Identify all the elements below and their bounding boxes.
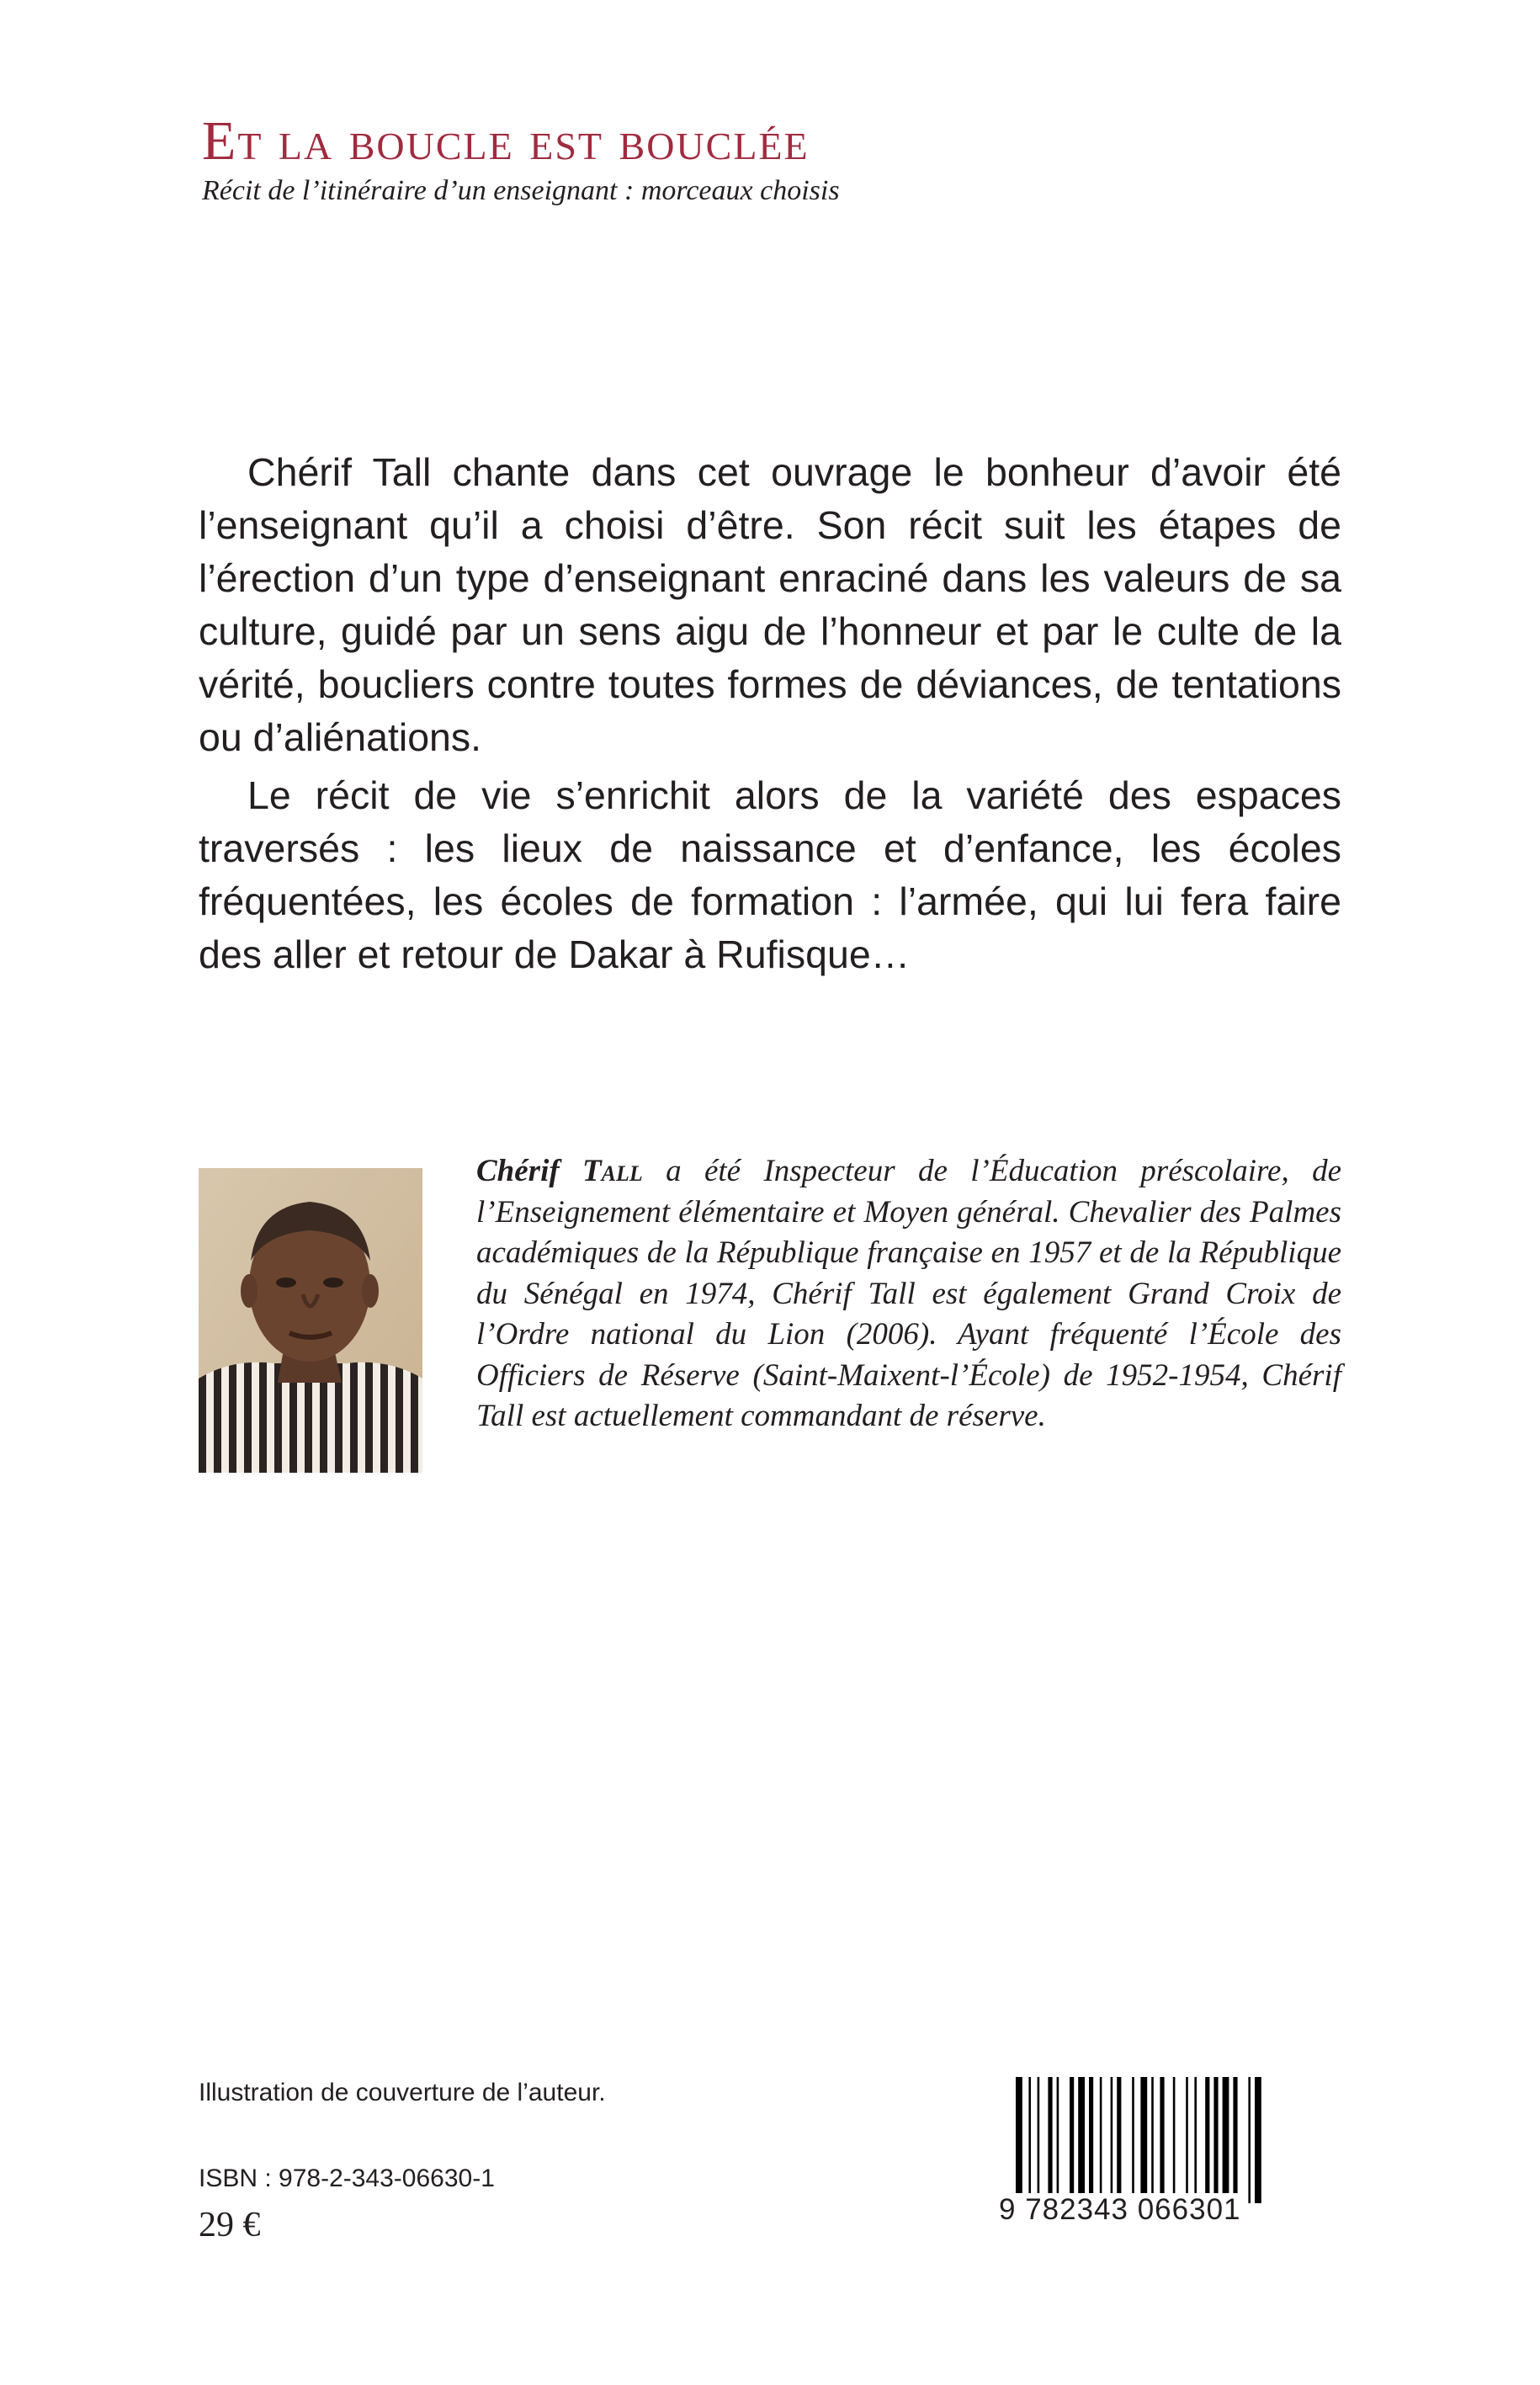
book-subtitle: Récit de l’itinéraire d’un enseignant : morceaux choisis	[202, 175, 840, 206]
barcode-bar	[1078, 2077, 1085, 2203]
blurb-paragraph: Le récit de vie s’enrichit alors de la variété des espaces traversés : les lieux de naissance et d’enfance, les écoles fréquentées, les écoles de formation : l’armée, qui lui fera faire des aller et retour de Dakar à Rufisque…	[199, 773, 1341, 976]
barcode-bar	[1016, 2077, 1022, 2203]
author-first-name: Chérif	[476, 1154, 560, 1188]
barcode-bar	[1186, 2077, 1188, 2203]
barcode-bar	[1089, 2077, 1093, 2203]
book-title: Et la boucle est bouclée	[202, 110, 810, 172]
barcode-bar	[1173, 2077, 1176, 2203]
barcode-bar	[1194, 2077, 1197, 2203]
barcode-bar	[1255, 2077, 1261, 2203]
barcode-bar	[1070, 2077, 1074, 2203]
blurb-paragraph: Chérif Tall chante dans cet ouvrage le bonheur d’avoir été l’enseignant qu’il a choisi d’être. Son récit suit les étapes de l’érection d’un type d’enseignant enraciné dans les valeurs de sa culture, guidé par un sens aigu de l’honneur et par le culte de la vérité, boucliers contre toutes formes de déviances, de tentations ou d’aliénations.	[199, 450, 1341, 759]
isbn-label: ISBN : 978-2-343-06630-1	[199, 2165, 495, 2192]
barcode-digits-text: 9 782343 066301	[999, 2193, 1241, 2226]
barcode-bar	[1057, 2077, 1059, 2203]
barcode-bar	[1048, 2077, 1052, 2203]
author-last-name: Tall	[582, 1154, 643, 1188]
barcode-bar	[1213, 2077, 1218, 2203]
barcode-bar	[1117, 2077, 1121, 2203]
author-name	[476, 1154, 643, 1188]
illustration-credit: Illustration de couverture de l’auteur.	[199, 2079, 606, 2106]
barcode-bar	[1038, 2077, 1040, 2203]
barcode-bar	[1223, 2077, 1229, 2203]
barcode-bar	[1151, 2077, 1154, 2203]
author-bio	[476, 1151, 1341, 1437]
back-cover-blurb	[199, 446, 1341, 986]
barcode-bar	[1248, 2077, 1251, 2203]
barcode-bar	[1160, 2077, 1164, 2203]
author-bio-text: a été Inspecteur de l’Éducation préscolaire, de l’Enseignement élémentaire et Moyen général. Chevalier des Palmes académiques de la République française en 1957 et de la République du Sénégal en 1974, Chérif Tall est également Grand Croix de l’Ordre national du Lion (2006). Ayant fréquenté l’École des Officiers de Réserve (Saint-Maixent-l’École) de 1952-1954, Chérif Tall est actuellement commandant de réserve.	[476, 1154, 1341, 1433]
barcode-bar	[1205, 2077, 1209, 2203]
author-photo	[199, 1168, 422, 1473]
barcode-bar	[1233, 2077, 1237, 2203]
price-label: 29 €	[199, 2206, 261, 2244]
barcode-bar	[1140, 2077, 1147, 2203]
barcode-bar	[1100, 2077, 1102, 2203]
barcode-digits	[997, 2193, 1342, 2227]
barcode-bar	[1028, 2077, 1031, 2203]
barcode-bar	[1132, 2077, 1134, 2203]
barcode-bar	[1111, 2077, 1113, 2203]
